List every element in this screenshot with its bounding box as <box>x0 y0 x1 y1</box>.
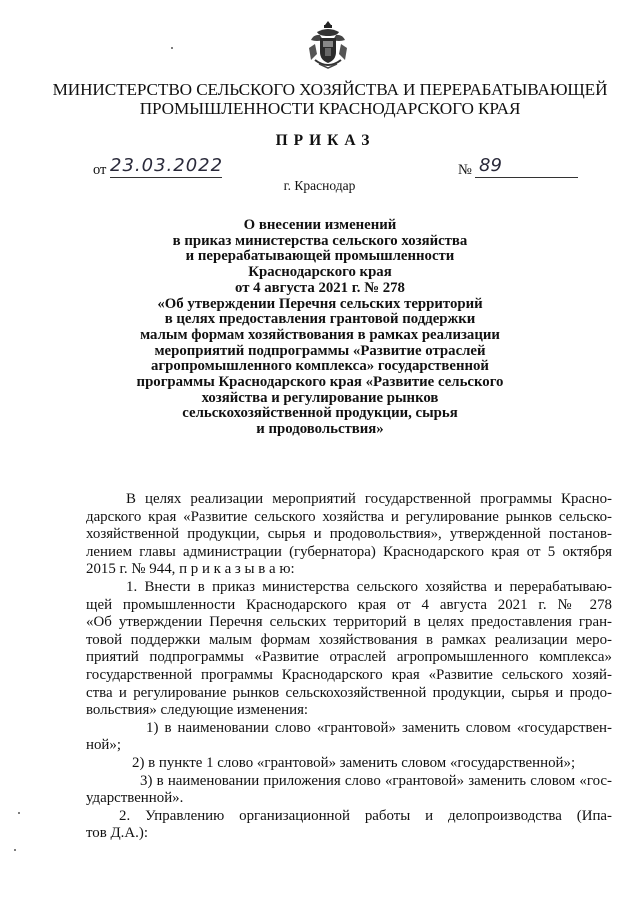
title-line: малым формам хозяйствования в рамках реализации <box>140 326 500 343</box>
body-line: щей промышленности Краснодарского края от 4 августа 2021 г. № 278 <box>86 596 612 613</box>
title-line: сельскохозяйственной продукции, сырья <box>182 405 458 422</box>
order-body <box>86 491 612 843</box>
scan-speck <box>18 812 20 814</box>
body-line: В целях реализации мероприятий государственной программы Красно- <box>126 491 612 507</box>
body-line: 1. Внести в приказ министерства сельского хозяйства и перерабатываю- <box>126 578 612 595</box>
handwritten-date: 23.03.2022 <box>110 155 224 176</box>
scan-speck <box>14 849 16 851</box>
title-line: О внесении изменений <box>243 217 397 233</box>
ministry-name <box>40 80 620 118</box>
body-line: 3) в наименовании приложения слово «грантовой» заменить словом «гос- <box>140 772 612 789</box>
body-line: 1) в наименовании слово «грантовой» заменить словом «государствен- <box>146 719 612 736</box>
body-line: хозяйственной продукции, сырья и продовольствия», утвержденной постанов- <box>86 526 612 543</box>
title-line: «Об утверждении Перечня сельских территорий <box>157 295 483 312</box>
title-line: Краснодарского края <box>248 264 392 281</box>
scan-speck <box>171 47 173 49</box>
body-line: государственной программы Краснодарского края «Развитие сельского хозяй- <box>86 666 612 683</box>
body-line: «Об утверждении Перечня сельских территорий в целях предоставления гран- <box>86 614 612 631</box>
title-line: в приказ министерства сельского хозяйства <box>172 232 468 249</box>
ministry-line: МИНИСТЕРСТВО СЕЛЬСКОГО ХОЗЯЙСТВА И ПЕРЕРАБАТЫВАЮЩЕЙ <box>52 80 608 99</box>
title-line: и продовольствия» <box>256 421 384 438</box>
title-line: агропромышленного комплекса» государственной <box>151 358 489 375</box>
title-line: и перерабатывающей промышленности <box>185 248 455 265</box>
title-line: мероприятий подпрограммы «Развитие отраслей <box>154 342 486 359</box>
title-line: хозяйства и регулирование рынков <box>201 389 439 406</box>
body-line: 2015 г. № 944, п р и к а з ы в а ю: <box>86 561 295 578</box>
title-line: от 4 августа 2021 г. № 278 <box>235 279 405 296</box>
body-line: тов Д.А.): <box>86 825 148 842</box>
body-line: ной»; <box>86 737 121 754</box>
title-line: программы Краснодарского края «Развитие сельского <box>136 374 504 391</box>
body-line: товой поддержки малым формам хозяйствования в рамках реализации меро- <box>86 631 612 648</box>
body-line: приятий подпрограммы «Развитие отраслей агропромышленного комплекса» <box>86 649 612 666</box>
body-line: ства и регулирование рынков сельскохозяйственной продукции, сырья и продо- <box>86 684 612 701</box>
body-line: лением главы администрации (губернатора) Краснодарского края от 5 октября <box>86 543 612 560</box>
body-line: 2) в пункте 1 слово «грантовой» заменить словом «государственной»; <box>132 754 576 771</box>
handwritten-number: 89 <box>475 155 578 178</box>
coat-of-arms-emblem <box>305 18 351 70</box>
number-prefix: № <box>458 162 472 178</box>
body-line: 2. Управлению организационной работы и делопроизводства (Ипа- <box>119 807 612 824</box>
order-title <box>100 218 540 438</box>
date-prefix: от <box>93 162 107 178</box>
body-line: ударственной». <box>86 790 184 807</box>
city-label: г. Краснодар <box>283 178 356 193</box>
title-line: в целях предоставления грантовой поддержки <box>164 311 476 328</box>
body-line: вольствия» следующие изменения: <box>86 702 309 719</box>
document-type-heading: ПРИКАЗ <box>275 132 376 149</box>
body-line: дарского края «Развитие сельского хозяйства и регулирование рынков сельско- <box>86 508 612 525</box>
ministry-line: ПРОМЫШЛЕННОСТИ КРАСНОДАРСКОГО КРАЯ <box>139 99 521 118</box>
